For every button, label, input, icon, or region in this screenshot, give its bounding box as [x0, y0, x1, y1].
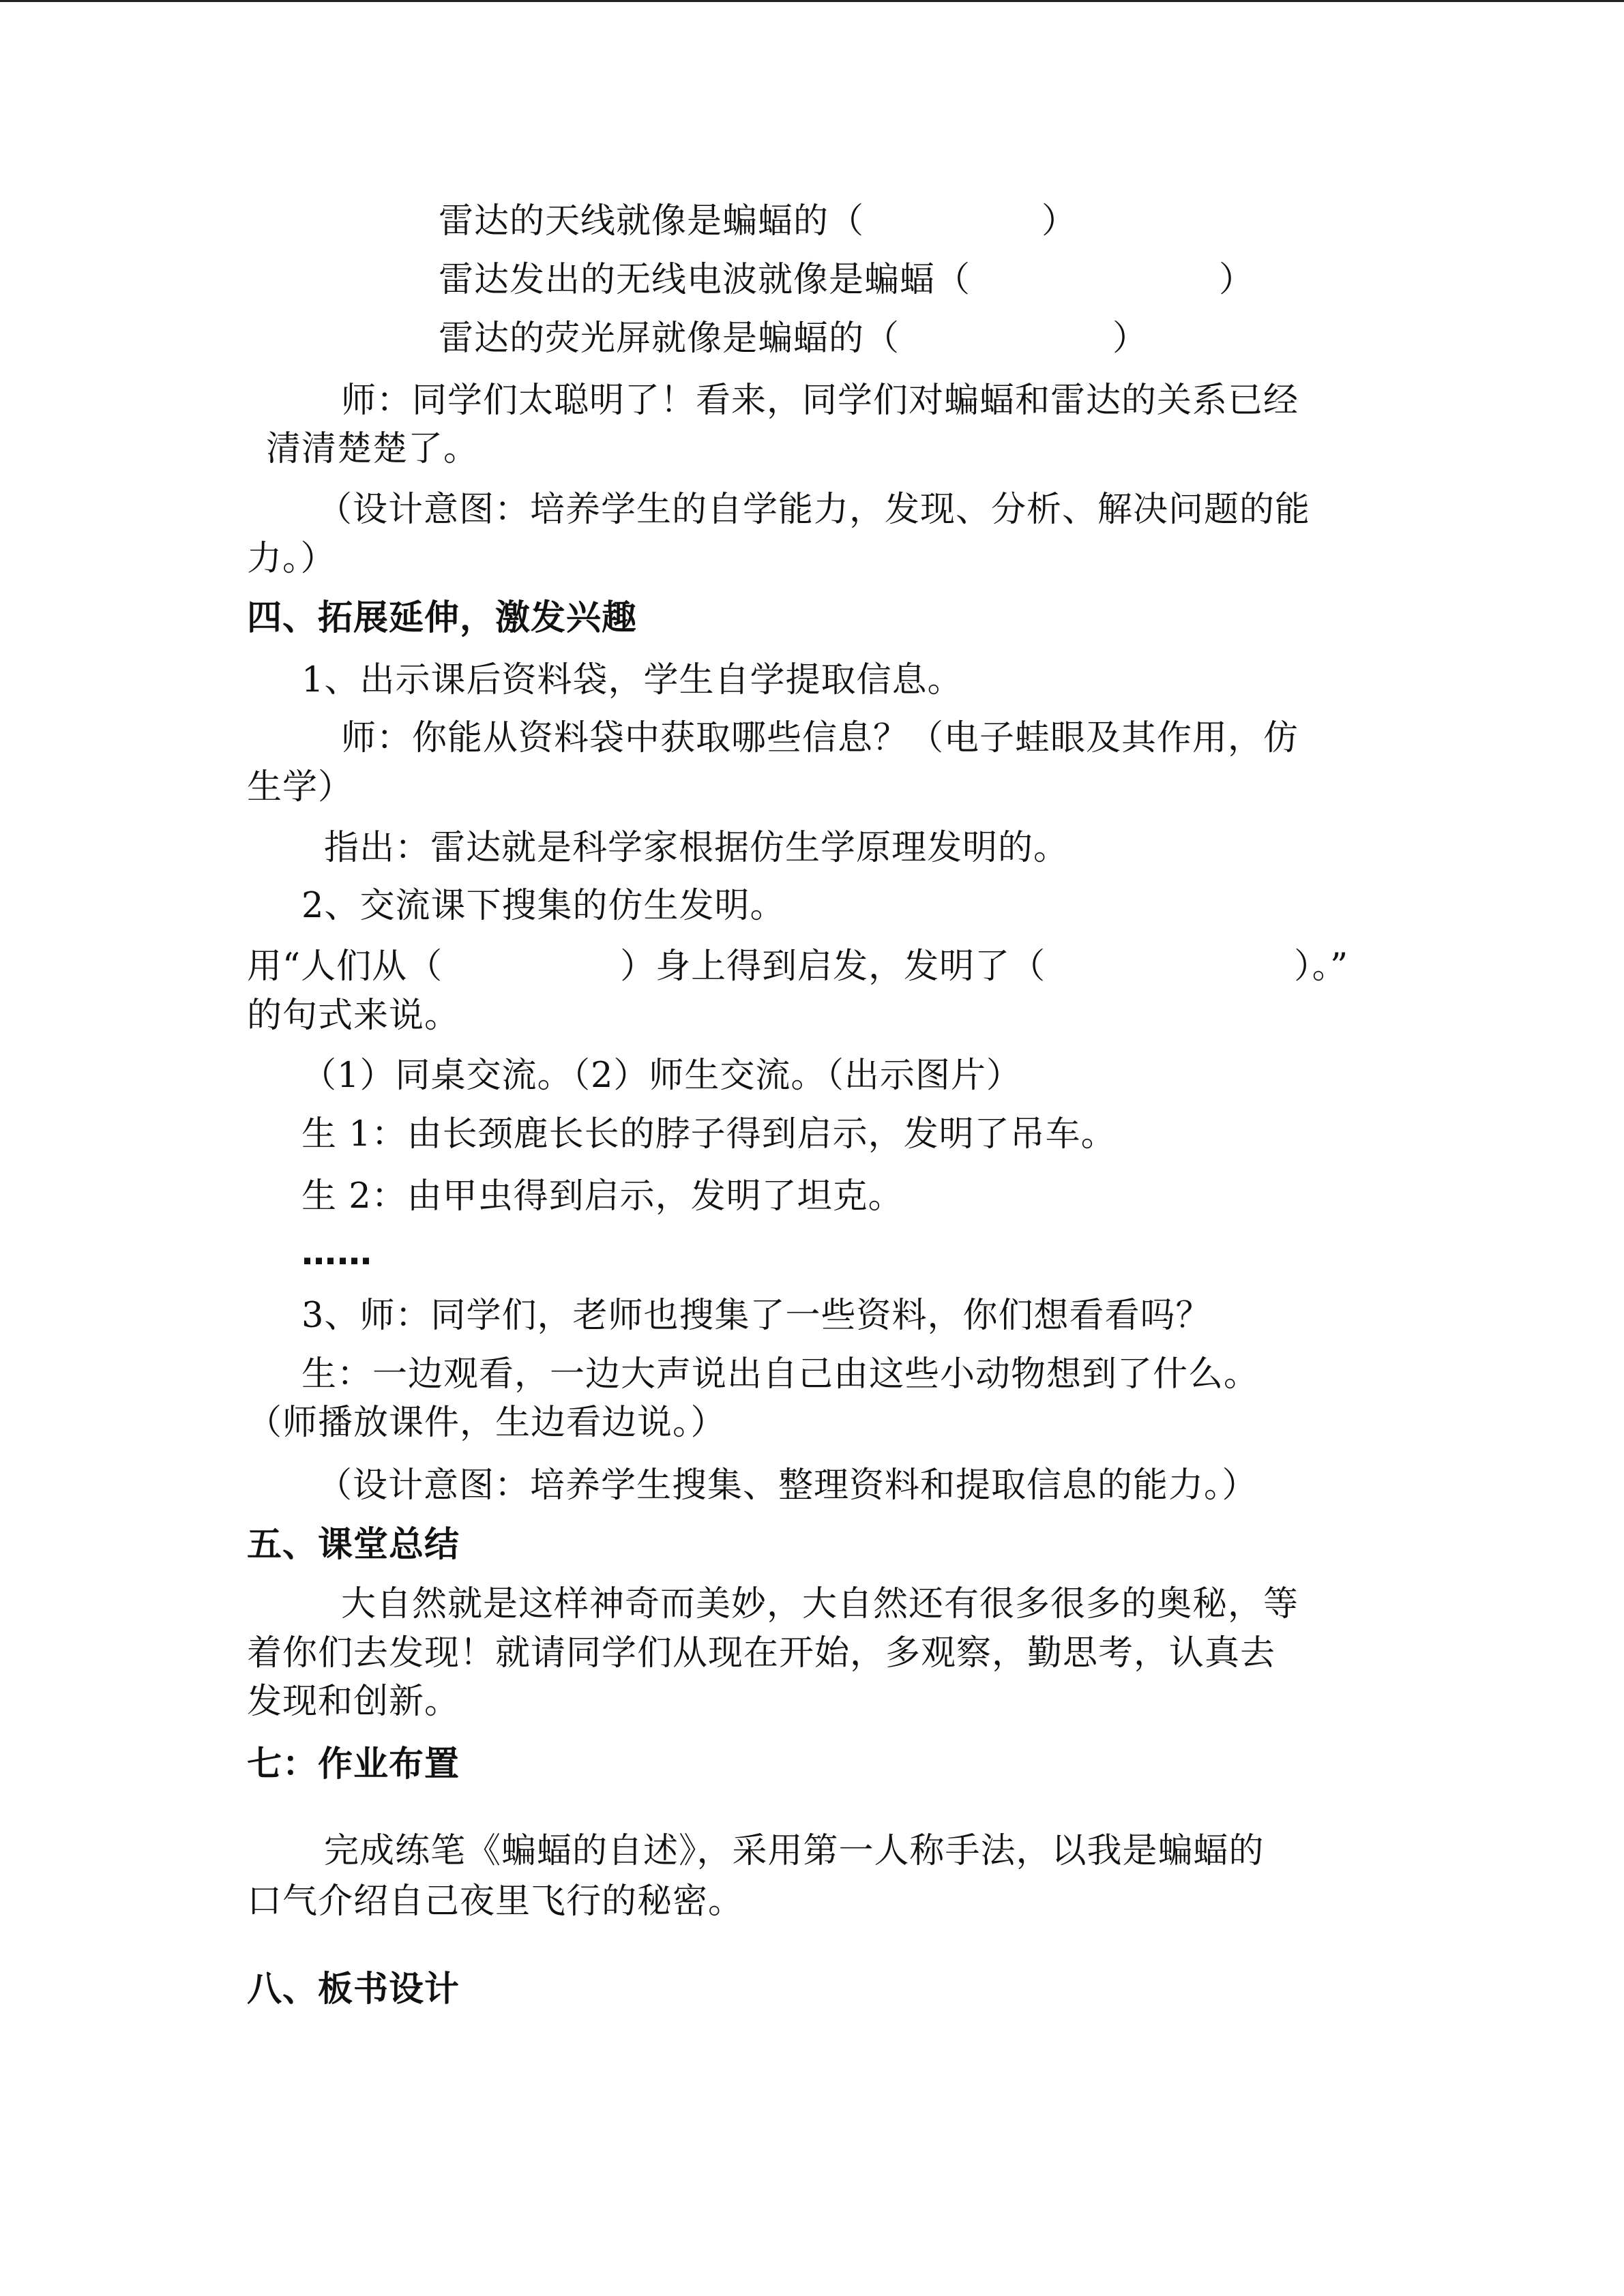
summary-line-1: 大自然就是这样神奇而美妙，大自然还有很多很多的奥秘，等: [341, 1584, 1299, 1624]
point-out-line: 指出：雷达就是科学家根据仿生学原理发明的。: [324, 828, 1069, 868]
summary-line-3: 发现和创新。: [247, 1682, 460, 1722]
student-1-line: 生 1：由长颈鹿长长的脖子得到启示，发明了吊车。: [301, 1114, 1117, 1154]
ellipsis-line: ……: [301, 1233, 372, 1273]
section-heading-7: 七：作业布置: [247, 1744, 460, 1785]
sentence-pattern-line-2: 的句式来说。: [247, 996, 460, 1036]
item-3-line: 3、师：同学们，老师也搜集了一些资料，你们想看看吗？: [301, 1296, 1211, 1336]
homework-line-2: 口气介绍自己夜里飞行的秘密。: [247, 1881, 744, 1922]
section-heading-5: 五、课堂总结: [247, 1525, 460, 1565]
section-heading-4: 四、拓展延伸，激发兴趣: [247, 598, 638, 638]
student-watch-line: 生：一边观看，一边大声说出自己由这些小动物想到了什么。: [301, 1354, 1260, 1395]
radar-wave-line: 雷达发出的无线电波就像是蝙蝠（ ）: [439, 260, 1255, 300]
radar-screen-line: 雷达的荧光屏就像是蝙蝠的（ ）: [439, 318, 1149, 359]
exchange-line: （1）同桌交流。（2）师生交流。（出示图片）: [301, 1056, 1022, 1096]
homework-line-1: 完成练笔《蝙蝠的自述》，采用第一人称手法，以我是蝙蝠的: [324, 1831, 1265, 1871]
student-2-line: 生 2：由甲虫得到启示，发明了坦克。: [301, 1176, 904, 1217]
teacher-praise-line-2: 清清楚楚了。: [266, 429, 479, 469]
summary-line-2: 着你们去发现！就请同学们从现在开始，多观察，勤思考，认真去: [247, 1633, 1276, 1673]
design-intent-1-line-2: 力。）: [247, 539, 336, 579]
design-intent-1-line-1: （设计意图：培养学生的自学能力，发现、分析、解决问题的能: [317, 490, 1311, 530]
item-2-line: 2、交流课下搜集的仿生发明。: [301, 886, 786, 926]
design-intent-2-line: （设计意图：培养学生搜集、整理资料和提取信息的能力。）: [317, 1465, 1258, 1506]
teacher-question-line-2: 生学）: [247, 767, 354, 807]
section-heading-8: 八、板书设计: [247, 1969, 460, 2010]
radar-antenna-line: 雷达的天线就像是蝙蝠的（ ）: [439, 201, 1078, 241]
courseware-line: （师播放课件，生边看边说。）: [247, 1403, 726, 1443]
top-border: [0, 0, 1624, 2]
teacher-praise-line-1: 师：同学们太聪明了！看来，同学们对蝙蝠和雷达的关系已经: [341, 381, 1299, 421]
item-1-line: 1、出示课后资料袋，学生自学提取信息。: [301, 660, 963, 700]
teacher-question-line-1: 师：你能从资料袋中获取哪些信息？（电子蛙眼及其作用，仿: [341, 718, 1299, 758]
sentence-pattern-line-1: 用“人们从（ ）身上得到启发，发明了（ ）。”: [247, 946, 1349, 987]
